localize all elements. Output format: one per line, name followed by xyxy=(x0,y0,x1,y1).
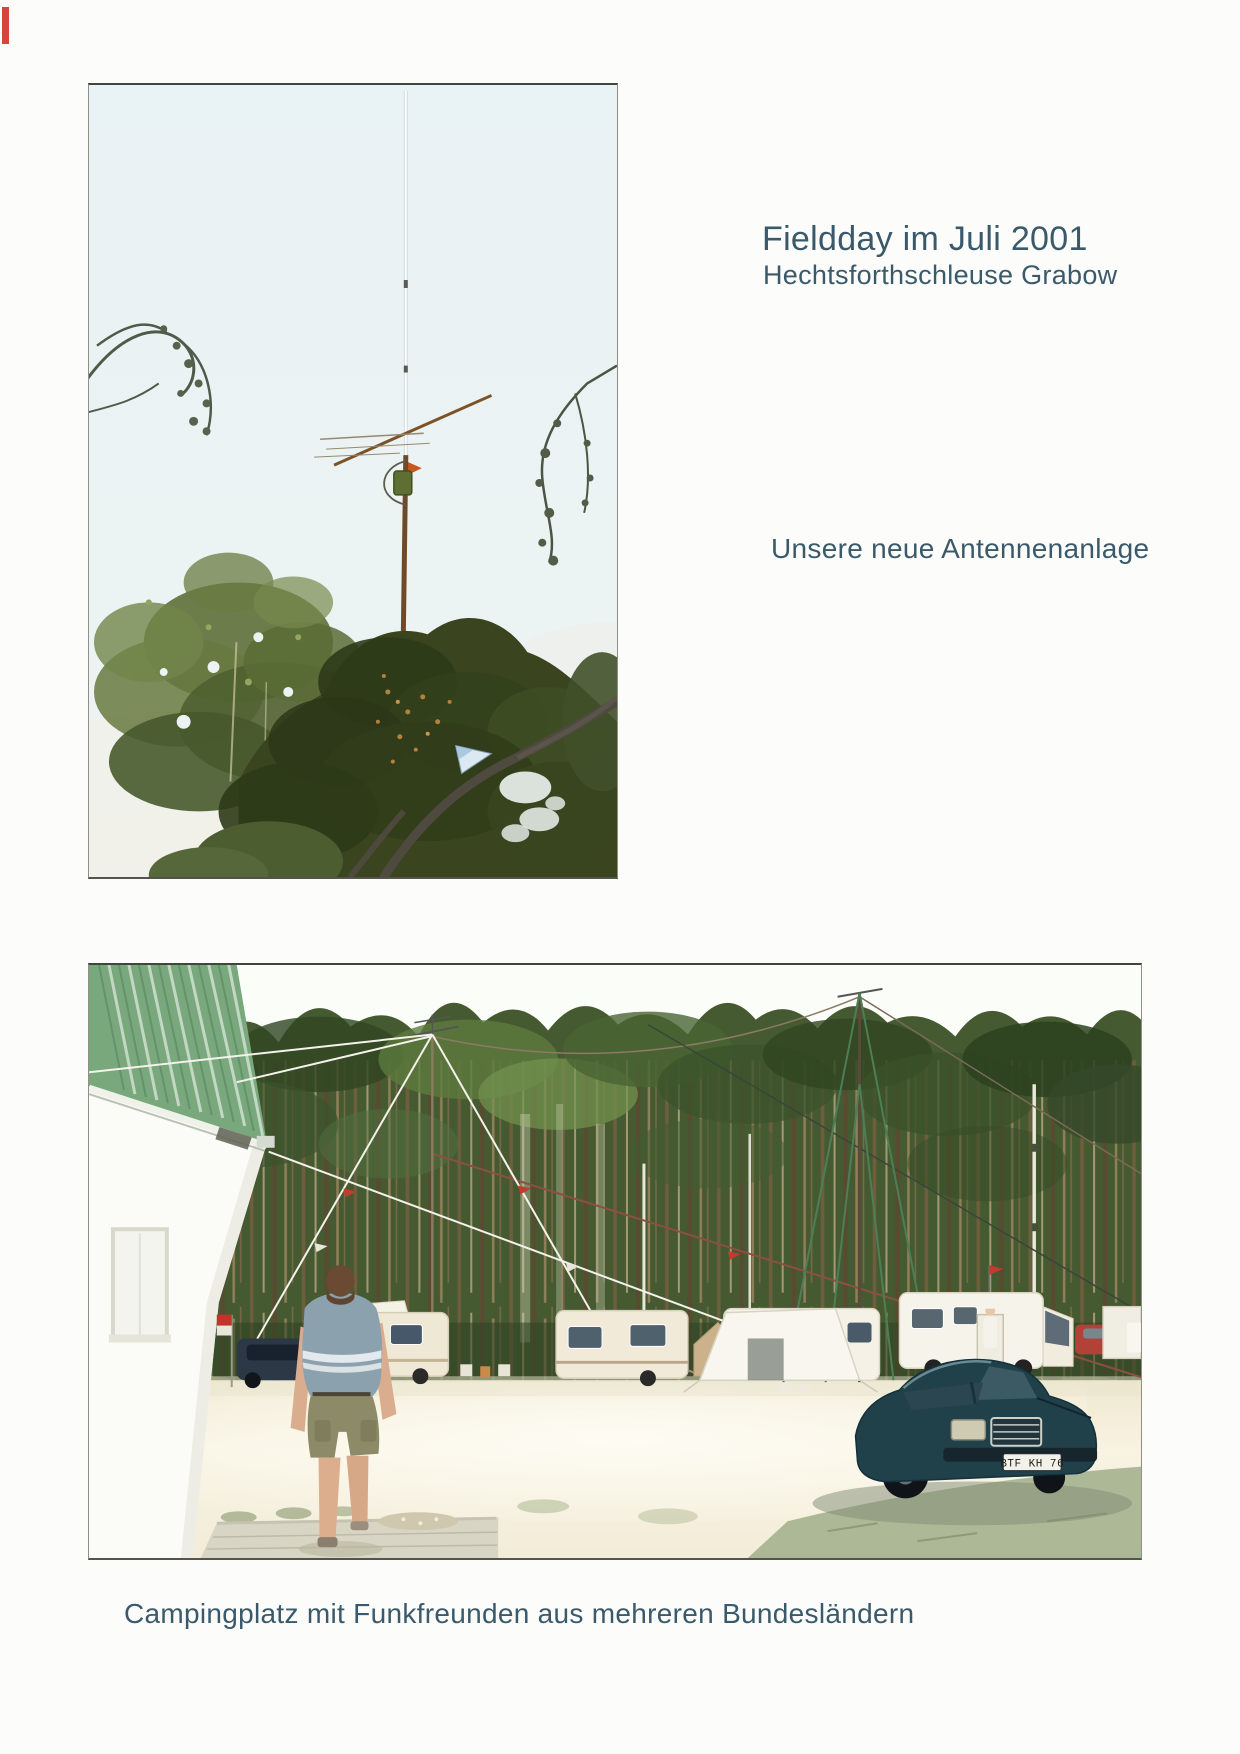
whip-antenna xyxy=(404,91,408,455)
license-plate xyxy=(1000,1454,1064,1471)
photo2-caption: Campingplatz mit Funkfreunden aus mehreren Bundesländern xyxy=(124,1598,915,1629)
photo1-caption: Unsere neue Antennenanlage xyxy=(771,533,1150,564)
person-head xyxy=(327,1265,355,1297)
person-shirt xyxy=(302,1293,382,1396)
scan-artifact xyxy=(2,7,9,44)
far-caravans xyxy=(1103,1307,1141,1359)
rotator-box xyxy=(394,471,412,495)
caravan-2 xyxy=(556,1311,710,1386)
antenna-photo xyxy=(88,83,618,879)
camper-person xyxy=(983,1305,997,1349)
license-plate-text: BTF KH 76 xyxy=(1000,1458,1065,1471)
campsite-photo xyxy=(88,963,1142,1560)
headlight xyxy=(951,1420,985,1440)
grille xyxy=(991,1418,1041,1446)
clubhouse-window xyxy=(109,1229,171,1342)
page-subtitle: Hechtsforthschleuse Grabow xyxy=(763,260,1118,290)
page-title: Fieldday im Juli 2001 xyxy=(762,220,1088,258)
gutter xyxy=(257,1136,275,1148)
